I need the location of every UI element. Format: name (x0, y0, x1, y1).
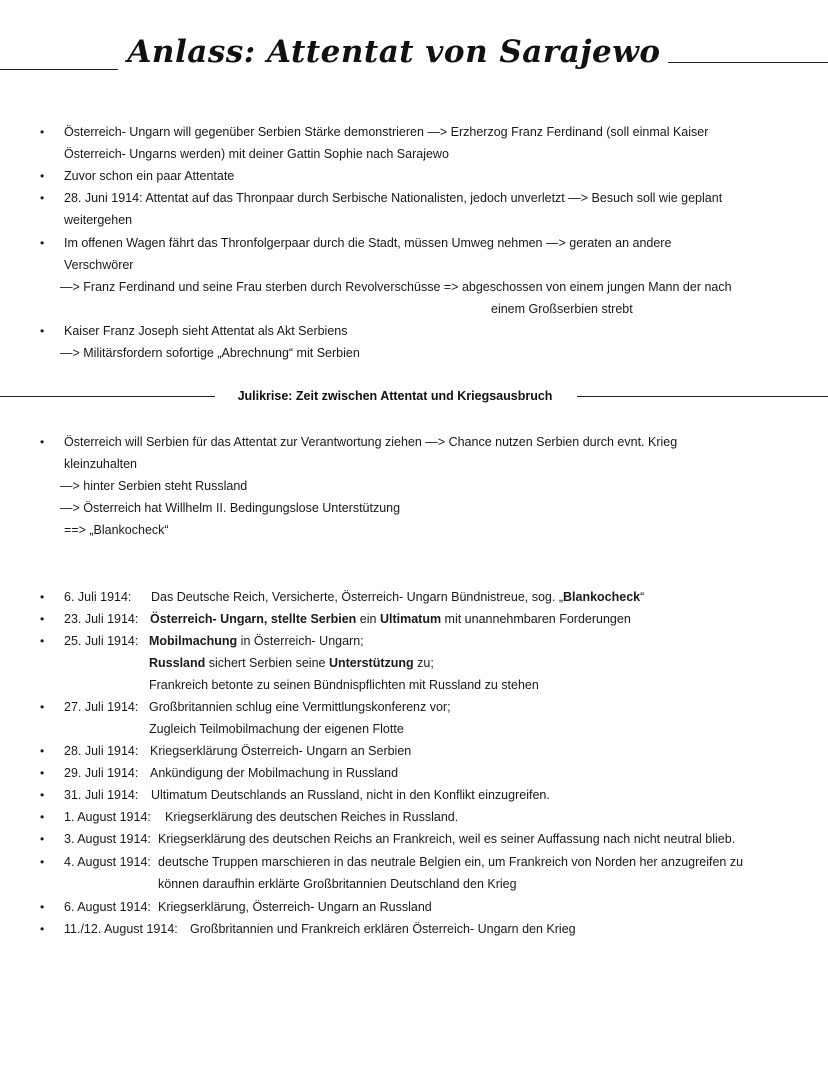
section-rule-left (0, 396, 215, 397)
bullet: • (40, 236, 45, 250)
bullet: • (40, 766, 45, 780)
bullet: • (40, 810, 45, 824)
bullet: • (40, 191, 45, 205)
list-item-subpoint: —> Österreich hat Willhelm II. Bedingungslose Unterstützung (60, 501, 401, 515)
bullet: • (40, 788, 45, 802)
timeline-date: 29. Juli 1914: (64, 766, 139, 780)
timeline-date: 6. Juli 1914: (64, 590, 132, 604)
list-item-subpoint: —> hinter Serbien steht Russland (60, 479, 248, 493)
timeline-text: Kriegserklärung des deutschen Reiches in Russland. (165, 810, 459, 824)
bullet: • (40, 435, 45, 449)
bullet: • (40, 900, 45, 914)
timeline-date: 1. August 1914: (64, 810, 151, 824)
list-item-continuation: weitergehen (64, 213, 133, 227)
list-item: Österreich- Ungarn will gegenüber Serbien Stärke demonstrieren —> Erzherzog Franz Ferdinand (soll einmal Kaiser (64, 125, 709, 139)
bullet: • (40, 125, 45, 139)
timeline-date: 4. August 1914: (64, 855, 151, 869)
bullet: • (40, 169, 45, 183)
page-title: Anlass: Attentat von Sarajewo (127, 34, 661, 70)
bullet: • (40, 324, 45, 338)
list-item-continuation: einem Großserbien strebt (491, 302, 633, 316)
timeline-text: deutsche Truppen marschieren in das neutrale Belgien ein, um Frankreich von Norden her anzugreifen zu (158, 855, 744, 869)
timeline-text: Ankündigung der Mobilmachung in Russland (150, 766, 399, 780)
bullet: • (40, 744, 45, 758)
timeline-keyword: Blankocheck (563, 590, 641, 604)
timeline-date: 23. Juli 1914: (64, 612, 139, 626)
timeline-date: 28. Juli 1914: (64, 744, 139, 758)
timeline-text-continuation: Russland sichert Serbien seine Unterstützung zu; (149, 656, 434, 670)
bullet: • (40, 922, 45, 936)
timeline-date: 27. Juli 1914: (64, 700, 139, 714)
timeline-text: Ultimatum Deutschlands an Russland, nicht in den Konflikt einzugreifen. (151, 788, 550, 802)
list-item: Zuvor schon ein paar Attentate (64, 169, 235, 183)
list-item: Im offenen Wagen fährt das Thronfolgerpaar durch die Stadt, müssen Umweg nehmen —> geraten an andere (64, 236, 672, 250)
bullet: • (40, 590, 45, 604)
bullet: • (40, 634, 45, 648)
timeline-date: 25. Juli 1914: (64, 634, 139, 648)
timeline-text: Großbritannien schlug eine Vermittlungskonferenz vor; (149, 700, 451, 714)
timeline-text: Das Deutsche Reich, Versicherte, Österreich- Ungarn Bündnistreue, sog. „Blankocheck“ (151, 590, 645, 604)
title-rule-left (0, 69, 118, 70)
title-rule-right (668, 62, 828, 63)
section-rule-right (577, 396, 828, 397)
timeline-text: Großbritannien und Frankreich erklären Österreich- Ungarn den Krieg (190, 922, 576, 936)
bullet: • (40, 612, 45, 626)
list-item-subpoint: ==> „Blankocheck“ (64, 523, 169, 537)
list-item: Österreich will Serbien für das Attentat zur Verantwortung ziehen —> Chance nutzen Serbien durch evnt. Krieg (64, 435, 678, 449)
timeline-text: Kriegserklärung des deutschen Reichs an Frankreich, weil es seiner Auffassung nach nicht neutral blieb. (158, 832, 736, 846)
list-item: 28. Juni 1914: Attentat auf das Thronpaar durch Serbische Nationalisten, jedoch unverletzt —> Besuch soll wie geplant (64, 191, 723, 205)
list-item: Kaiser Franz Joseph sieht Attentat als Akt Serbiens (64, 324, 348, 338)
list-item-subpoint: —> Franz Ferdinand und seine Frau sterben durch Revolverschüsse => abgeschossen von einem jungen Mann der nach (60, 280, 732, 294)
timeline-date: 6. August 1914: (64, 900, 151, 914)
timeline-text-continuation: Frankreich betonte zu seinen Bündnispflichten mit Russland zu stehen (149, 678, 539, 692)
list-item-continuation: Österreich- Ungarns werden) mit deiner Gattin Sophie nach Sarajewo (64, 147, 449, 161)
bullet: • (40, 700, 45, 714)
section-heading: Julikrise: Zeit zwischen Attentat und Kriegsausbruch (237, 389, 553, 403)
timeline-date: 31. Juli 1914: (64, 788, 139, 802)
timeline-text: Mobilmachung in Österreich- Ungarn; (149, 634, 364, 648)
list-item-continuation: kleinzuhalten (64, 457, 137, 471)
timeline-text: Kriegserklärung Österreich- Ungarn an Serbien (150, 744, 412, 758)
timeline-text-continuation: können daraufhin erklärte Großbritannien Deutschland den Krieg (158, 877, 517, 891)
timeline-date: 11./12. August 1914: (64, 922, 178, 936)
timeline-text-continuation: Zugleich Teilmobilmachung der eigenen Flotte (149, 722, 404, 736)
list-item-subpoint: —> Militärsfordern sofortige „Abrechnung“ mit Serbien (60, 346, 360, 360)
timeline-text: Kriegserklärung, Österreich- Ungarn an Russland (158, 900, 432, 914)
timeline-date: 3. August 1914: (64, 832, 151, 846)
timeline-text: Österreich- Ungarn, stellte Serbien ein Ultimatum mit unannehmbaren Forderungen (150, 612, 631, 626)
bullet: • (40, 832, 45, 846)
bullet: • (40, 855, 45, 869)
list-item-continuation: Verschwörer (64, 258, 134, 272)
